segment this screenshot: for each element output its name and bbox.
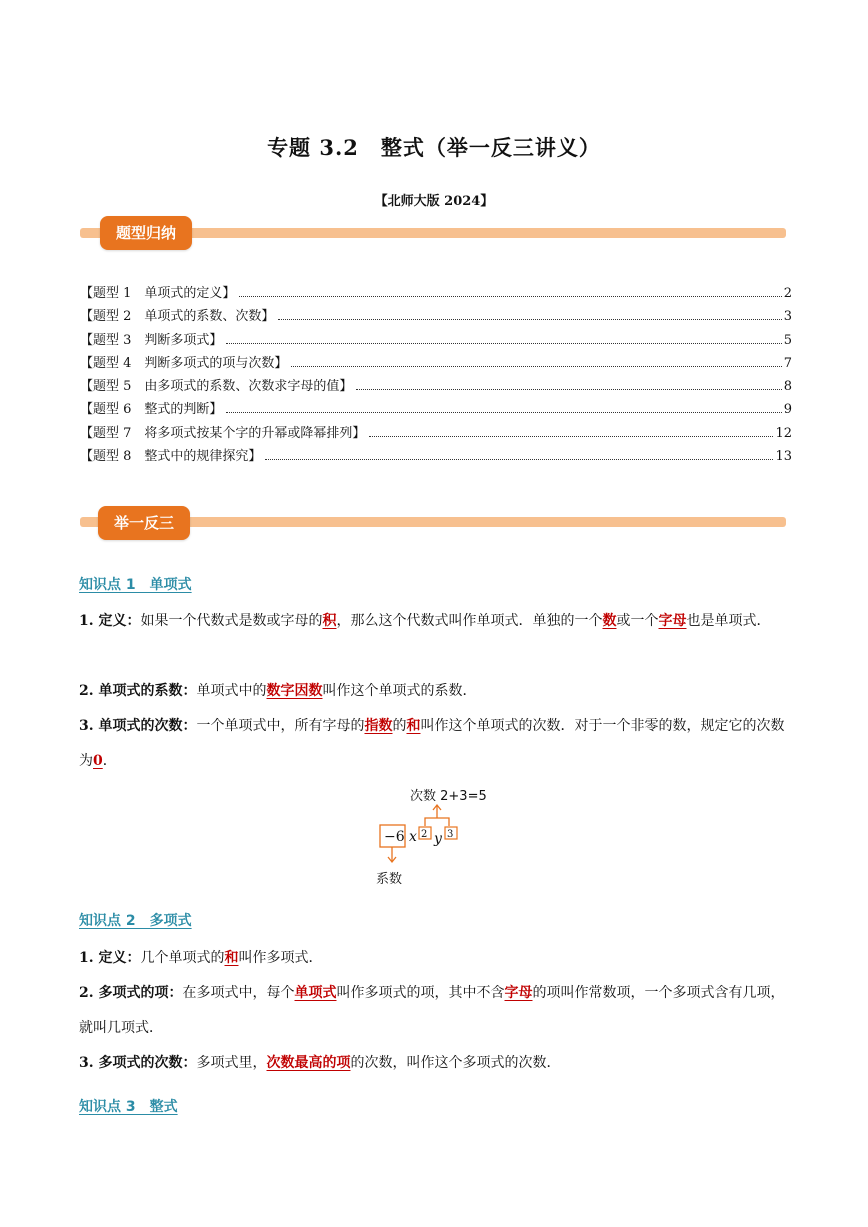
key-term: 单项式 [294, 985, 337, 1001]
toc-item[interactable] [80, 282, 792, 305]
toc-item[interactable] [80, 422, 792, 445]
degree-bracket [425, 818, 449, 826]
knowledge-point-2-heading: 知识点 2 多项式 [79, 913, 192, 929]
toc-item-label: 【题型 7 将多项式按某个字的升幂或降幂排列】 [80, 425, 366, 441]
toc-item-page: 9 [783, 402, 792, 418]
toc-leader [239, 296, 781, 297]
para-label: 3. 多项式的次数： [79, 1055, 197, 1071]
polynomial-degree [79, 1046, 789, 1081]
toc-item-label: 【题型 8 整式中的规律探究】 [80, 449, 262, 465]
page-title: 专题 3.2 整式（举一反三讲义） [267, 135, 601, 160]
knowledge-point-3-heading: 知识点 3 整式 [79, 1099, 178, 1115]
toc-leader [369, 436, 773, 437]
toc-item-page: 13 [775, 449, 792, 465]
table-of-contents [80, 282, 792, 468]
polynomial-term [79, 976, 789, 1046]
knowledge-point-1-heading: 知识点 1 单项式 [79, 577, 192, 593]
key-term: 字母 [504, 985, 533, 1001]
key-term: 数字因数 [266, 683, 323, 699]
toc-item-label: 【题型 4 判断多项式的项与次数】 [80, 355, 288, 371]
variable-x: x [409, 829, 417, 845]
toc-item-page: 12 [775, 425, 792, 441]
toc-item-label: 【题型 2 单项式的系数、次数】 [80, 309, 275, 325]
toc-leader [356, 389, 781, 390]
key-term: 指数 [364, 718, 393, 734]
degree-label: 次数 2+3=5 [410, 789, 487, 804]
polynomial-definition [79, 941, 789, 976]
para-label: 2. 多项式的项： [79, 985, 183, 1001]
para-text: 也是单项式． [686, 613, 771, 629]
toc-item[interactable] [80, 305, 792, 328]
para-text: 单项式中的 [196, 683, 267, 699]
key-term: 和 [406, 718, 421, 734]
coefficient-value: −6 [384, 829, 405, 845]
variable-y: y [434, 831, 442, 847]
toc-item-page: 5 [783, 332, 792, 348]
monomial-coefficient [79, 674, 789, 709]
para-text: 叫作多项式． [238, 950, 323, 966]
edition-label: 【北师大版 2024】 [374, 194, 494, 209]
toc-item-label: 【题型 1 单项式的定义】 [80, 286, 236, 301]
para-text: 如果一个代数式是数或字母的 [140, 613, 323, 629]
toc-leader [265, 459, 773, 460]
para-text: 一个单项式中，所有字母的 [196, 718, 365, 734]
toc-item-page: 7 [783, 355, 792, 371]
para-text: 在多项式中，每个 [182, 985, 295, 1001]
para-text: 的 [392, 718, 407, 734]
toc-leader [278, 319, 781, 320]
para-text: ． [102, 753, 117, 769]
para-text: 叫作多项式的项，其中不含 [336, 985, 505, 1001]
para-text: 叫作这个单项式的系数． [322, 683, 477, 699]
key-term: 次数最高的项 [266, 1055, 351, 1071]
para-label: 1. 定义： [79, 950, 141, 966]
para-text: 或一个 [616, 613, 659, 629]
para-label: 2. 单项式的系数： [79, 683, 197, 699]
para-label: 3. 单项式的次数： [79, 718, 197, 734]
section-badge-types: 题型归纳 [100, 216, 192, 250]
toc-item[interactable] [80, 398, 792, 421]
toc-item[interactable] [80, 445, 792, 468]
section-badge-practice: 举一反三 [98, 506, 190, 540]
para-text: ，那么这个代数式叫作单项式．单独的一个 [336, 613, 603, 629]
toc-item-page: 3 [783, 309, 792, 325]
key-term: 数 [602, 613, 617, 629]
toc-item[interactable] [80, 375, 792, 398]
para-text: 的次数，叫作这个多项式的次数． [350, 1055, 561, 1071]
toc-item[interactable] [80, 352, 792, 375]
para-text: 多项式里， [196, 1055, 267, 1071]
toc-leader [226, 343, 781, 344]
coefficient-label: 系数 [376, 872, 403, 887]
para-label: 1. 定义： [79, 613, 141, 629]
toc-item-label: 【题型 6 整式的判断】 [80, 402, 223, 418]
para-text: 几个单项式的 [140, 950, 225, 966]
exponent-y: 3 [447, 829, 454, 840]
toc-item-page: 2 [783, 286, 792, 301]
key-term: 字母 [658, 613, 687, 629]
toc-item-label: 【题型 5 由多项式的系数、次数求字母的值】 [80, 379, 353, 395]
monomial-definition [79, 604, 789, 639]
para-text: 的项叫作常数项，一个多项式含有几项，就叫几项式． [79, 985, 785, 1036]
key-term: 和 [224, 950, 239, 966]
monomial-degree [79, 709, 789, 779]
para-text: 叫作这个单项式的次数．对于一个非零的数，规定它的次数为 [79, 718, 785, 769]
toc-item[interactable] [80, 329, 792, 352]
toc-leader [226, 412, 781, 413]
key-term: 0 [93, 753, 103, 769]
toc-item-label: 【题型 3 判断多项式】 [80, 332, 223, 348]
exponent-x: 2 [421, 829, 428, 840]
toc-leader [291, 366, 781, 367]
monomial-diagram [370, 784, 500, 894]
key-term: 积 [322, 613, 337, 629]
toc-item-page: 8 [783, 379, 792, 395]
